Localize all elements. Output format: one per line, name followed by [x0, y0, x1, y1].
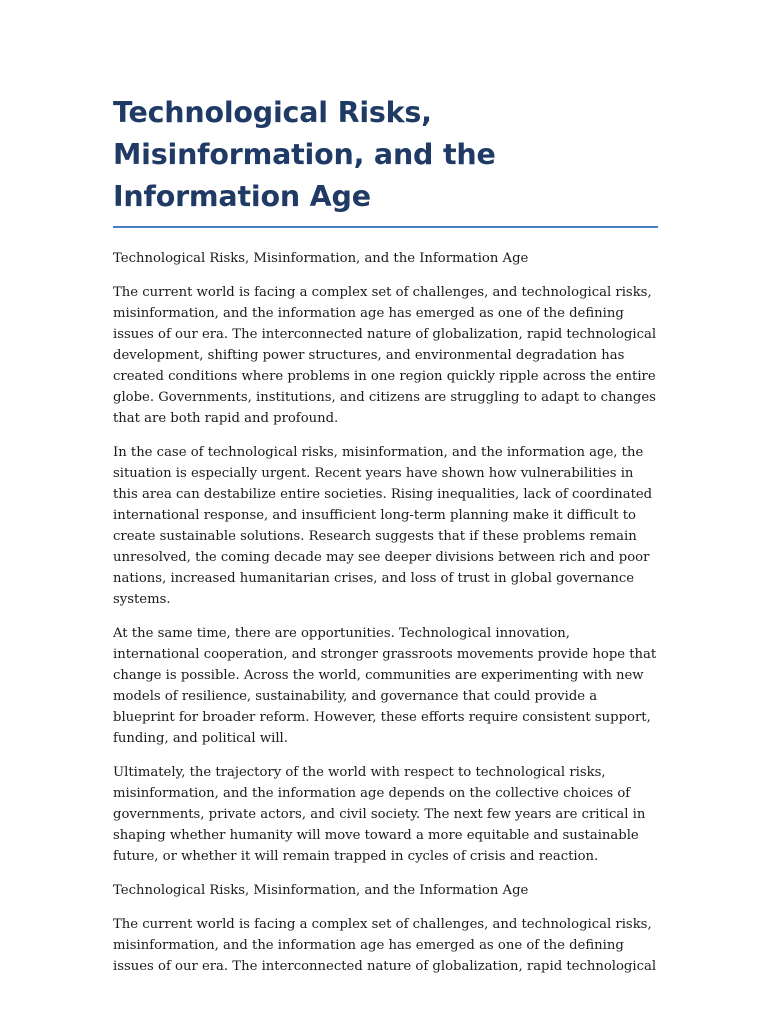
- body-paragraph: The current world is facing a complex set of challenges, and technological risks, misinformation, and the information age has emerged as one of the defining issues of our era. The interconnected nature of globalization, rapid technological: [113, 917, 657, 974]
- body-paragraph: At the same time, there are opportunities. Technological innovation, international cooperation, and stronger grassroots movements provide hope that change is possible. Across the world, communities are experimenting with new models of resilience, sustainability, and governance that could provide a blueprint for broader reform. However, these efforts require consistent support, funding, and political will.: [113, 626, 657, 746]
- body-paragraph: Ultimately, the trajectory of the world with respect to technological risks, misinformation, and the information age depends on the collective choices of governments, private actors, and civil society. The next few years are critical in shaping whether humanity will move toward a more equitable and sustainable future, or whether it will remain trapped in cycles of crisis and reaction.: [113, 765, 646, 864]
- body-paragraph: The current world is facing a complex set of challenges, and technological risks, misinformation, and the information age has emerged as one of the defining issues of our era. The interconnected nature of globalization, rapid technological development, shifting power structures, and environmental degradation has created conditions where problems in one region quickly ripple across the entire globe. Governments, institutions, and citizens are struggling to adapt to changes that are both rapid and profound.: [113, 285, 657, 426]
- subtitle-paragraph: Technological Risks, Misinformation, and the Information Age: [113, 883, 529, 898]
- subtitle-paragraph: Technological Risks, Misinformation, and the Information Age: [113, 251, 529, 266]
- document-page: [113, 92, 658, 990]
- body-paragraph: In the case of technological risks, misinformation, and the information age, the situation is especially urgent. Recent years have shown how vulnerabilities in this area can destabilize entire societies. Rising inequalities, lack of coordinated international response, and insufficient long-term planning make it difficult to create sustainable solutions. Research suggests that if these problems remain unresolved, the coming decade may see deeper divisions between rich and poor nations, increased humanitarian crises, and loss of trust in global governance systems.: [113, 445, 653, 607]
- document-title: Technological Risks, Misinformation, and the Information Age: [113, 92, 658, 228]
